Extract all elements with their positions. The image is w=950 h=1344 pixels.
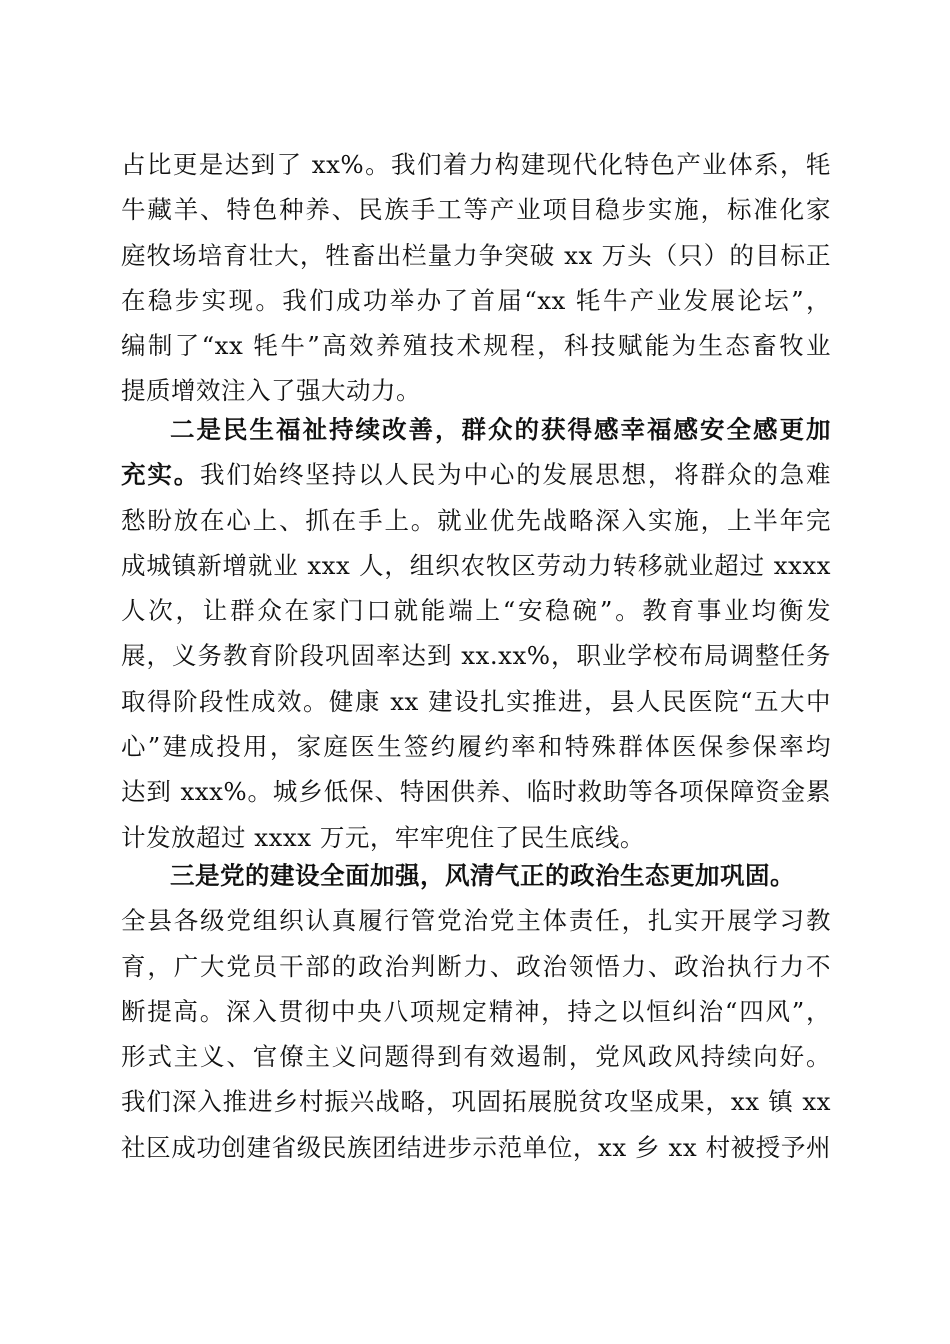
paragraph-3-line: 育，广大党员干部的政治判断力、政治领悟力、政治执行力不 bbox=[121, 951, 831, 981]
paragraph-1-line: 编制了“xx 牦牛”高效养殖技术规程，科技赋能为生态畜牧业 bbox=[121, 331, 831, 361]
paragraph-3-line: 我们深入推进乡村振兴战略，巩固拓展脱贫攻坚成果，xx 镇 xx bbox=[121, 1087, 831, 1117]
paragraph-2-heading: 二是民生福祉持续改善，群众的获得感幸福感安全感更加 bbox=[170, 415, 831, 444]
paragraph-2-line: 达到 xxx%。城乡低保、特困供养、临时救助等各项保障资金累 bbox=[121, 777, 831, 807]
paragraph-2-line: 愁盼放在心上、抓在手上。就业优先战略深入实施，上半年完 bbox=[121, 505, 831, 535]
paragraph-2-line: 计发放超过 xxxx 万元，牢牢兜住了民生底线。 bbox=[121, 822, 645, 852]
paragraph-3 bbox=[121, 853, 831, 1170]
paragraph-3-line: 断提高。深入贯彻中央八项规定精神，持之以恒纠治“四风”， bbox=[121, 996, 831, 1026]
paragraph-1-line: 提质增效注入了强大动力。 bbox=[121, 376, 421, 406]
paragraph-2-line: 取得阶段性成效。健康 xx 建设扎实推进，县人民医院“五大中 bbox=[121, 686, 831, 716]
paragraph-3-heading: 三是党的建设全面加强，风清气正的政治生态更加巩固。 bbox=[170, 861, 795, 890]
paragraph-1 bbox=[121, 142, 831, 414]
paragraph-1-line: 在稳步实现。我们成功举办了首届“xx 牦牛产业发展论坛”， bbox=[121, 285, 831, 315]
paragraph-1-line: 占比更是达到了 xx%。我们着力构建现代化特色产业体系，牦 bbox=[121, 150, 831, 179]
paragraph-2-line: 成城镇新增就业 xxx 人，组织农牧区劳动力转移就业超过 xxxx bbox=[121, 550, 831, 580]
paragraph-3-line: 形式主义、官僚主义问题得到有效遏制，党风政风持续向好。 bbox=[121, 1042, 831, 1072]
paragraph-2-heading-end: 充实。 bbox=[121, 460, 201, 490]
paragraph-2 bbox=[121, 407, 831, 860]
paragraph-3-line: 社区成功创建省级民族团结进步示范单位，xx 乡 xx 村被授予州 bbox=[121, 1132, 831, 1162]
paragraph-2-line: 展，义务教育阶段巩固率达到 xx.xx%，职业学校布局调整任务 bbox=[121, 641, 831, 671]
paragraph-2-line: 人次，让群众在家门口就能端上“安稳碗”。教育事业均衡发 bbox=[121, 596, 831, 626]
paragraph-2-line: 心”建成投用，家庭医生签约履约率和特殊群体医保参保率均 bbox=[121, 732, 831, 762]
paragraph-3-line: 全县各级党组织认真履行管党治党主体责任，扎实开展学习教 bbox=[121, 906, 831, 936]
paragraph-1-line: 庭牧场培育壮大，牲畜出栏量力争突破 xx 万头（只）的目标正 bbox=[121, 240, 831, 270]
paragraph-2-line bbox=[121, 452, 831, 497]
paragraph-1-line: 牛藏羊、特色种养、民族手工等产业项目稳步实施，标准化家 bbox=[121, 195, 831, 225]
paragraph-2-line-rest: 我们始终坚持以人民为中心的发展思想，将群众的急难 bbox=[200, 460, 832, 490]
